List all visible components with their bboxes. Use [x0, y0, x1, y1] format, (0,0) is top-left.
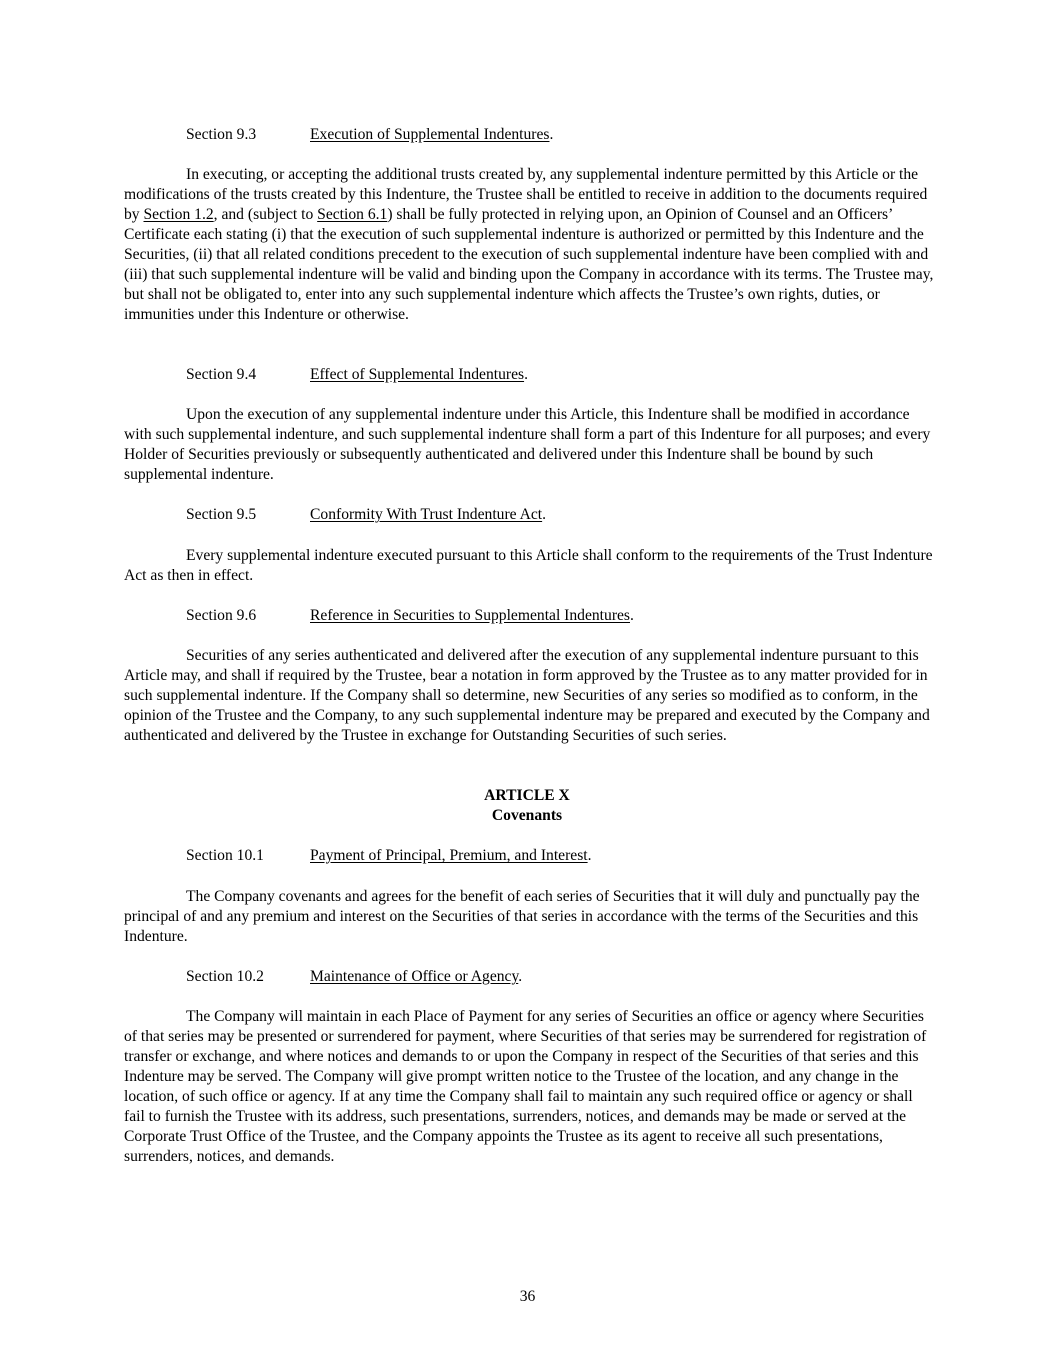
- paragraph-text: , and (subject to: [213, 206, 318, 223]
- section-number: Section 9.4: [186, 366, 257, 383]
- heading-period: .: [518, 968, 523, 985]
- section-9-6-paragraph: Securities of any series authenticated and delivered after the execution of any supplemental indenture pursuant to this Article may, and shall if required by the Trustee, bear a notation in form approved by the Trustee as to any matter provided for in such supplemental indenture. If the Company shall so determine, new Securities of any series so modified as to conform, in the opinion of the Trustee and the Company, to any such supplemental indenture may be prepared and executed by the Company and authenticated and delivered by the Trustee in exchange for Outstanding Securities of such series.: [124, 647, 930, 744]
- heading-period: .: [549, 126, 554, 143]
- section-9-4-paragraph: Upon the execution of any supplemental indenture under this Article, this Indenture shall be modified in accordance with such supplemental indenture, and such supplemental indenture shall form a part of this Indenture for all purposes; and every Holder of Securities previously or subsequently authenticated and delivered under this Indenture shall be bound by such supplemental indenture.: [124, 406, 931, 483]
- section-9-6-heading: [186, 606, 634, 626]
- section-title: Effect of Supplemental Indentures: [310, 366, 525, 383]
- section-9-5-paragraph: Every supplemental indenture executed pursuant to this Article shall conform to the requirements of the Trust Indenture Act as then in effect.: [124, 547, 933, 584]
- cross-reference: Section 1.2: [143, 206, 214, 223]
- section-number: Section 9.5: [186, 506, 257, 523]
- section-number: Section 10.1: [186, 847, 264, 864]
- section-title: Execution of Supplemental Indentures: [310, 126, 550, 143]
- section-9-5-heading: [186, 505, 546, 525]
- section-9-4-heading: [186, 365, 528, 385]
- article-subheading: Covenants: [491, 807, 563, 824]
- section-10-1-paragraph: The Company covenants and agrees for the benefit of each series of Securities that it will duly and punctually pay the principal of and any premium and interest on the Securities of that series in accordance with the terms of the Securities and this Indenture.: [124, 888, 920, 945]
- section-number: Section 9.3: [186, 126, 257, 143]
- paragraph-text: In executing, or accepting the additional trusts created by, any supplemental indenture permitted by this Article or the modifications of the trusts created by this Indenture, the Trustee shall be entitled to receive in addition to the documents required by: [124, 166, 928, 223]
- section-10-1-heading: [186, 846, 592, 866]
- heading-period: .: [542, 506, 547, 523]
- cross-reference: Section 6.1: [317, 206, 388, 223]
- section-number: Section 9.6: [186, 607, 257, 624]
- paragraph-text: ) shall be fully protected in relying upon, an Opinion of Counsel and an Officers’ Certificate each stating (i) that the execution of such supplemental indenture is authorized or permitted by this Indenture and the Securities, (ii) that all related conditions precedent to the execution of such supplemental indenture have been complied with and (iii) that such supplemental indenture will be valid and binding upon the Company in accordance with its terms. The Trustee may, but shall not be obligated to, enter into any such supplemental indenture which affects the Trustee’s own rights, duties, or immunities under this Indenture or otherwise.: [124, 206, 934, 323]
- section-title: Maintenance of Office or Agency: [310, 968, 519, 985]
- section-9-3-heading: [186, 125, 553, 145]
- section-title: Conformity With Trust Indenture Act: [310, 506, 543, 523]
- article-heading: ARTICLE X: [484, 787, 570, 804]
- section-10-2-paragraph: The Company will maintain in each Place of Payment for any series of Securities an office or agency where Securities of that series may be presented or surrendered for payment, where Securities of that series may be surrendered for registration of transfer or exchange, and where notices and demands to or upon the Company in respect of the Securities of that series and this Indenture may be served. The Company will give prompt written notice to the Trustee of the location, and any change in the location, of such office or agency. If at any time the Company shall fail to maintain any such required office or agency or shall fail to furnish the Trustee with its address, such presentations, surrenders, notices, and demands may be made or served at the Corporate Trust Office of the Trustee, and the Company appoints the Trustee as its agent to receive all such presentations, surrenders, notices, and demands.: [124, 1008, 927, 1165]
- section-10-2-heading: [186, 967, 522, 987]
- section-number: Section 10.2: [186, 968, 264, 985]
- section-9-3-paragraph: [124, 165, 934, 325]
- page-number: 36: [519, 1288, 536, 1305]
- heading-period: .: [630, 607, 634, 624]
- heading-period: .: [524, 366, 528, 383]
- heading-period: .: [587, 847, 592, 864]
- section-title: Reference in Securities to Supplemental Indentures: [310, 607, 630, 624]
- section-title: Payment of Principal, Premium, and Interest: [310, 847, 588, 864]
